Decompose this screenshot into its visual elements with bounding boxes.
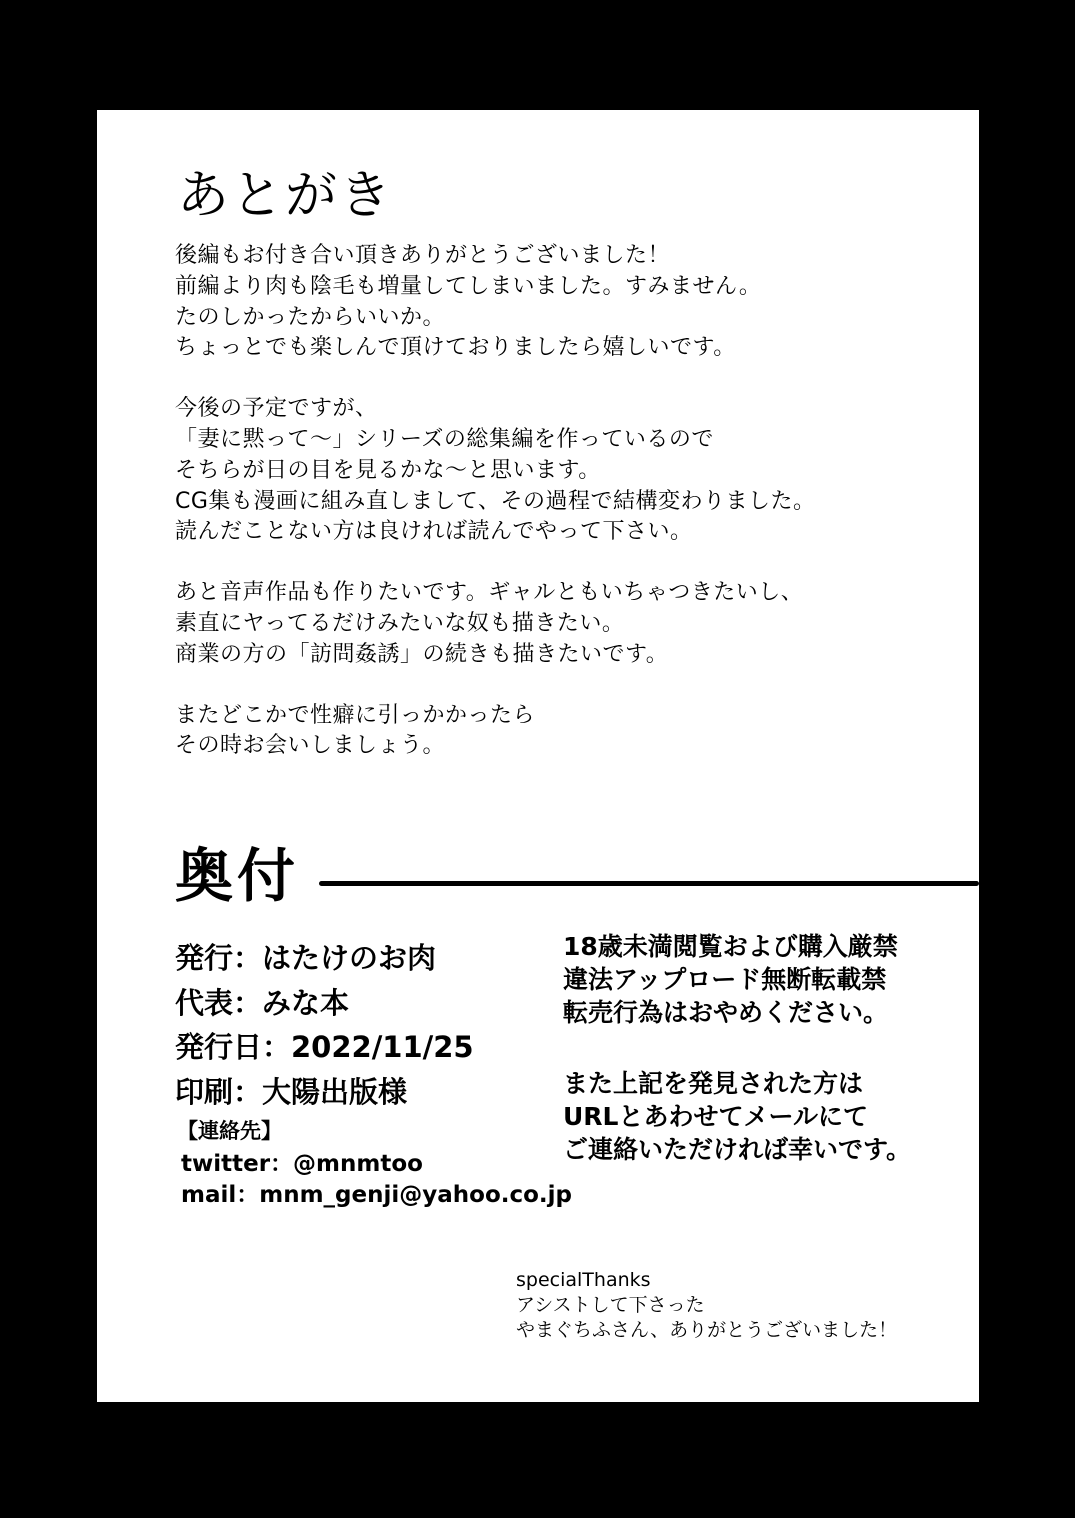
afterword-line: 商業の方の「訪問姦誘」の続きも描きたいです。 — [175, 641, 669, 667]
afterword-line: あと音声作品も作りたいです。ギャルともいちゃつきたいし、 — [175, 580, 804, 606]
afterword-line: たのしかったからいいか。 — [175, 304, 446, 330]
publisher-line: 発行：はたけのお肉 — [175, 941, 437, 975]
afterword-line: またどこかで性癖に引っかかったら — [175, 702, 536, 728]
special-thanks — [516, 1268, 897, 1343]
page-panel — [97, 110, 979, 1402]
afterword-body — [175, 241, 815, 792]
afterword-line: ちょっとでも楽しんで頂けておりましたら嬉しいです。 — [175, 335, 736, 361]
afterword-line: 「妻に黙って〜」シリーズの総集編を作っているので — [175, 426, 714, 452]
afterword-line: その時お会いしましょう。 — [175, 733, 446, 759]
afterword-paragraph — [175, 394, 815, 548]
afterword-line: 読んだことない方は良ければ読んでやって下さい。 — [175, 519, 693, 545]
printer-line: 印刷：大陽出版様 — [175, 1074, 408, 1109]
afterword-line: 後編もお付き合い頂きありがとうございました！ — [175, 243, 671, 268]
afterword-line: 前編より肉も陰毛も増量してしまいました。すみません。 — [175, 273, 762, 299]
colophon-divider — [319, 881, 979, 886]
notice-line: ご連絡いただければ幸いです。 — [563, 1135, 912, 1164]
notice-line: 転売行為はおやめください。 — [563, 998, 889, 1027]
contact-heading: 【連絡先】 — [177, 1119, 282, 1143]
notice-line: 18歳未満閲覧および購入厳禁 — [563, 932, 898, 961]
thanks-line: やまぐちふさん、ありがとうございました！ — [516, 1319, 898, 1341]
afterword-paragraph — [175, 701, 815, 763]
afterword-paragraph — [175, 578, 815, 670]
twitter-handle: twitter：@mnmtoo — [181, 1151, 423, 1177]
notice-line: URLとあわせてメールにて — [563, 1102, 868, 1131]
notice-spacer — [563, 1029, 911, 1067]
thanks-line: specialThanks — [516, 1269, 651, 1291]
notice-line: 違法アップロード無断転載禁 — [563, 965, 887, 994]
afterword-title: あとがき — [177, 166, 394, 226]
notice-line: また上記を発見された方は — [563, 1069, 864, 1098]
afterword-line: CG集も漫画に組み直しまして、その過程で結構変わりました。 — [175, 488, 816, 514]
afterword-paragraph — [175, 241, 815, 364]
publication-info — [175, 936, 474, 1114]
thanks-line: アシストして下さった — [516, 1294, 705, 1316]
representative-line: 代表：みな本 — [175, 985, 350, 1020]
afterword-line: そちらが日の目を見るかな〜と思います。 — [175, 457, 601, 483]
notice-block — [563, 930, 911, 1166]
colophon-title: 奥付 — [175, 842, 300, 910]
publish-date-line: 発行日：2022/11/25 — [175, 1030, 474, 1064]
afterword-line: 素直にヤってるだけみたいな奴も描きたい。 — [175, 610, 625, 636]
contact-info — [177, 1116, 572, 1211]
afterword-line: 今後の予定ですが、 — [175, 396, 378, 422]
contact-email: mail：mnm_genji@yahoo.co.jp — [181, 1182, 573, 1208]
